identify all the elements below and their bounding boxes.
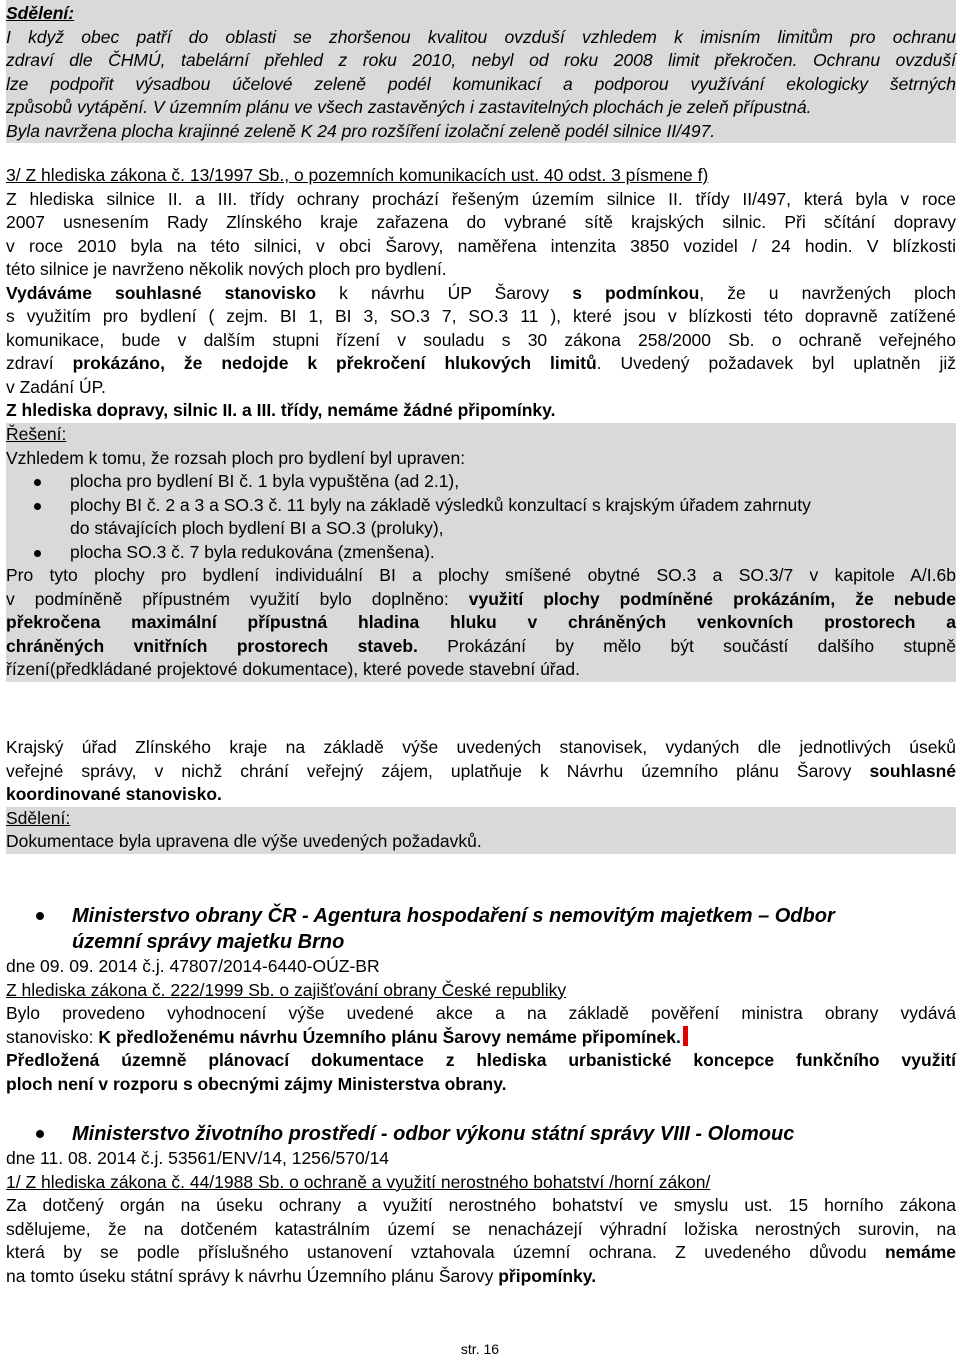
red-marker	[683, 1026, 688, 1046]
reference-date: dne 11. 08. 2014 č.j. 53561/ENV/14, 1256/570/14	[6, 1148, 390, 1168]
defense-line: Bylo provedeno vyhodnocení výše uvedené akce a na základě pověření ministra obrany vydává	[6, 1003, 956, 1023]
ministry-env-section	[6, 1121, 956, 1288]
env-bold: nemáme	[884, 1242, 956, 1262]
reference-date: dne 09. 09. 2014 č.j. 47807/2014-6440-OÚZ-BR	[6, 956, 380, 976]
solution-bullet	[6, 470, 956, 494]
opinion-line: v Zadání ÚP.	[6, 376, 106, 397]
bullet-text: do stávajících ploch bydlení BI a SO.3 (proluky),	[70, 518, 444, 538]
defense-line: Předložená územně plánovací dokumentace z hlediska urbanistické koncepce funkčního využití	[6, 1050, 956, 1070]
coordinated-bold: souhlasné	[869, 760, 956, 781]
law-reference: 3/ Z hlediska zákona č. 13/1997 Sb., o pozemních komunikacích ust. 40 odst. 3 písmene f)	[6, 165, 709, 185]
section-1-line: způsobů vytápění. V územním plánu ve všech zastavěných i zastavitelných plochách je zeleň přípustná.	[6, 97, 812, 117]
ministry-env-title	[6, 1121, 956, 1147]
condition-bold: s podmínkou	[572, 282, 700, 303]
title-line: Ministerstvo životního prostředí - odbor výkonu státní správy VIII - Olomouc	[72, 1123, 795, 1145]
note-text: Dokumentace byla upravena dle výše uvedených požadavků.	[6, 831, 482, 851]
coordinated-opinion	[6, 736, 956, 854]
defense-bold: K předloženému návrhu Územního plánu Šarovy nemáme připomínek.	[98, 1026, 681, 1047]
coordinated-bold: koordinované stanovisko.	[6, 784, 222, 804]
opinion-line: s využitím pro bydlení ( zejm. BI 1, BI 3, SO.3 7, SO.3 11 ), které jsou v blízkosti této dopravně zatížené	[6, 306, 956, 326]
section-2-line: Z hlediska silnice II. a III. třídy ochrany prochází řešeným územím silnice II. třídy II/497, která byla v roce	[6, 188, 956, 209]
proof-bold: prokázáno, že nedojde k překročení hlukových limitů	[72, 353, 597, 373]
solution-bold: využití plochy podmíněné prokázáním, že nebude	[468, 588, 956, 609]
opinion-text: , že u navržených ploch	[699, 282, 957, 303]
opinion-line	[6, 352, 956, 376]
ministry-defense-section	[6, 903, 956, 1096]
bullet-dot-icon	[34, 503, 41, 510]
law-reference: Z hlediska zákona č. 222/1999 Sb. o zajišťování obrany České republiky	[6, 979, 567, 1000]
bullet-dot-icon	[34, 550, 41, 557]
section-1-line: zdraví dle ČHMÚ, tabelární přehled z roku 2010, nebyl od roku 2008 limit překročen. Ochranu ovzduší	[6, 50, 956, 70]
section-1-heading: Sdělení:	[6, 3, 75, 23]
opinion-text: . Uvedený požadavek byl uplatněn již	[596, 353, 956, 373]
section-1-line: Byla navržena plocha krajinné zeleně K 24 pro rozšíření izolační zeleně podél silnice II/497.	[6, 120, 716, 141]
opinion-text: zdraví	[6, 353, 73, 373]
section-2-line: této silnice je navrženo několik nových ploch pro bydlení.	[6, 259, 447, 279]
opinion-line	[6, 282, 956, 306]
page-number: str. 16	[460, 1341, 500, 1357]
solution-intro: Vzhledem k tomu, že rozsah ploch pro bydlení byl upraven:	[6, 447, 466, 468]
solution-line	[6, 635, 956, 659]
opinion-line: komunikace, bude v dalším stupni řízení v souladu s 30 zákona 258/2000 Sb. o ochraně veřejného	[6, 329, 956, 350]
env-bold: připomínky.	[498, 1265, 597, 1286]
solution-line: Pro tyto plochy pro bydlení individuální BI a plochy smíšené obytné SO.3 a SO.3/7 v kapitole A/I.6b	[6, 565, 956, 585]
bullet-dot-icon	[36, 912, 44, 920]
solution-bold: chráněných vnitřních prostorech staveb.	[6, 635, 418, 656]
bullet-text: plocha pro bydlení BI č. 1 byla vypuštěna (ad 2.1),	[70, 471, 460, 491]
bullet-text: plocha SO.3 č. 7 byla redukována (zmenšena).	[70, 541, 435, 562]
section-2-line: v roce 2010 byla na této silnici, v obci Šarovy, naměřena intenzita 3850 vozidel / 24 hodin. V blízkosti	[6, 235, 956, 256]
title-line: územní správy majetku Brno	[72, 931, 345, 953]
section-1-line: lze podpořit výsadbou účelové zeleně podél komunikací a podporou využívání ekologicky šetrných	[6, 73, 956, 94]
solution-line: překročena maximální přípustná hladina hluku v chráněných venkovních prostorech a	[6, 612, 956, 632]
env-text: která by se podle příslušného ustanovení vztahovala územní ochrana. Z uvedeného důvodu	[6, 1242, 885, 1262]
env-line: Za dotčený orgán na úseku ochrany a využití nerostného bohatství ve smyslu ust. 15 horního zákona	[6, 1195, 956, 1215]
solution-line	[6, 588, 956, 612]
defense-line	[6, 1026, 956, 1050]
defense-text: stanovisko:	[6, 1026, 99, 1047]
env-line: sdělujeme, že na dotčeném katastrálním území se nenacházejí výhradní ložiska nerostných surovin, na	[6, 1218, 956, 1239]
env-line	[6, 1241, 956, 1265]
note-heading: Sdělení:	[6, 807, 71, 828]
coordinated-line	[6, 760, 956, 784]
bullet-dot-icon	[36, 1130, 44, 1138]
coordinated-text: veřejné správy, v nichž chrání veřejný zájem, uplatňuje k Návrhu územního plánu Šarovy	[6, 760, 870, 781]
no-comments-statement: Z hlediska dopravy, silnic II. a III. třídy, nemáme žádné připomínky.	[6, 400, 556, 420]
opinion-bold: Vydáváme souhlasné stanovisko	[6, 282, 317, 303]
solution-text: v podmíněně přípustném využití bylo doplněno:	[6, 588, 469, 609]
ministry-defense-title	[6, 903, 956, 955]
bullet-text: plochy BI č. 2 a 3 a SO.3 č. 11 byly na základě výsledků konzultací s krajským úřadem zahrnuty	[70, 494, 811, 515]
section-2	[6, 164, 956, 423]
solution-shaded-block	[6, 423, 956, 682]
solution-line: řízení(předkládané projektové dokumentace), které povede stavební úřad.	[6, 659, 580, 679]
coordinated-line: Krajský úřad Zlínského kraje na základě výše uvedených stanovisek, vydaných dle jednotlivých úseků	[6, 737, 956, 757]
env-line	[6, 1265, 956, 1289]
section-2-line: 2007 usnesením Rady Zlínského kraje zařazena do vybrané sítě krajských silnic. Při sčítání dopravy	[6, 212, 956, 232]
defense-line: ploch není v rozporu s obecnými zájmy Ministerstva obrany.	[6, 1073, 507, 1094]
solution-heading: Řešení:	[6, 424, 67, 444]
solution-bullet	[6, 494, 956, 541]
section-1-line: I když obec patří do oblasti se zhoršenou kvalitou ovzduší vzhledem k imisním limitům pro ochranu	[6, 26, 956, 47]
solution-bullet	[6, 541, 956, 565]
title-line: Ministerstvo obrany ČR - Agentura hospodaření s nemovitým majetkem – Odbor	[72, 905, 835, 927]
opinion-text: k návrhu ÚP Šarovy	[316, 282, 573, 303]
law-reference: 1/ Z hlediska zákona č. 44/1988 Sb. o ochraně a využití nerostného bohatství /horní zákon/	[6, 1171, 711, 1192]
bullet-dot-icon	[34, 479, 41, 486]
section-1-shaded-block	[6, 0, 956, 143]
env-text: na tomto úseku státní správy k návrhu Územního plánu Šarovy	[6, 1265, 499, 1286]
solution-text: Prokázání by mělo být součástí dalšího stupně	[417, 635, 957, 656]
